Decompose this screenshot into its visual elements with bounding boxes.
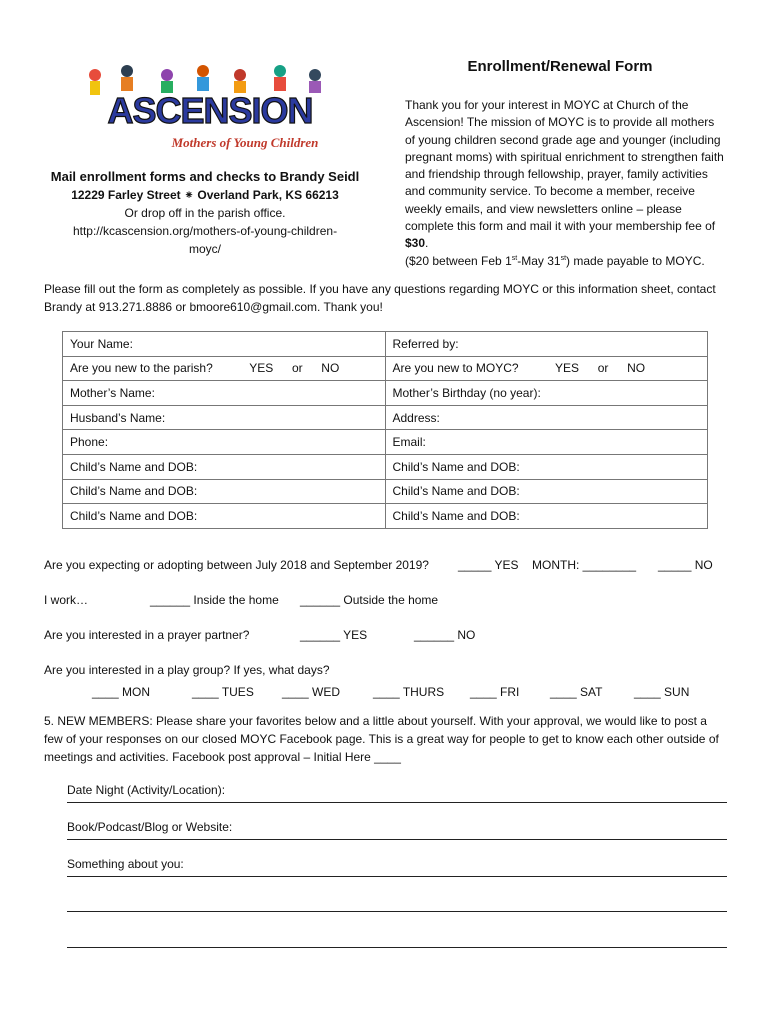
prayer-no[interactable]: ______ NO	[414, 628, 476, 642]
new-parish-or: or	[291, 361, 303, 376]
prayer-label: Are you interested in a prayer partner?	[44, 628, 250, 642]
table-row	[63, 381, 708, 406]
alt-fee-mid: -May 31	[517, 253, 561, 268]
table-row	[63, 356, 708, 381]
expecting-yes[interactable]: _____ YES	[458, 558, 519, 572]
referred-by-field[interactable]: Referred by:	[385, 332, 708, 357]
mail-url-line2[interactable]: moyc/	[188, 242, 221, 256]
mail-street: 12229 Farley Street	[71, 188, 181, 202]
new-parish-label: Are you new to the parish?	[70, 361, 213, 376]
instructions: Please fill out the form as completely as possible. If you have any questions regarding MOYC or this information sheet, contact Brandy at 913.271.8886 or bmoore610@gmail.com. Thank you!	[44, 282, 716, 314]
new-moyc-or: or	[597, 361, 609, 376]
child-field[interactable]: Child’s Name and DOB:	[385, 454, 708, 479]
new-moyc-field[interactable]	[385, 356, 708, 381]
email-field[interactable]: Email:	[385, 430, 708, 455]
child-field[interactable]: Child’s Name and DOB:	[63, 504, 386, 529]
blank-line[interactable]	[67, 946, 727, 948]
info-table	[62, 331, 708, 529]
prayer-yes[interactable]: ______ YES	[300, 628, 368, 642]
table-row	[63, 454, 708, 479]
bullet-icon: ⁕	[183, 188, 195, 202]
expecting-month[interactable]: MONTH: ________	[532, 558, 637, 572]
date-night-field[interactable]: Date Night (Activity/Location):	[67, 783, 727, 803]
mailing-info	[40, 168, 370, 258]
table-row	[63, 504, 708, 529]
day-sun[interactable]: ____ SUN	[634, 685, 690, 699]
expecting-no[interactable]: _____ NO	[658, 558, 713, 572]
work-label: I work…	[44, 593, 89, 607]
work-outside[interactable]: ______ Outside the home	[300, 593, 439, 607]
new-moyc-no[interactable]: NO	[627, 361, 646, 376]
new-members-paragraph: 5. NEW MEMBERS: Please share your favorites below and a little about yourself. With your approval, we would like to post a few of your responses on our closed MOYC Facebook page. This is a great way for people to get to know each other outside of meetings and activities. Facebook post approval – Initial Here ____	[44, 714, 719, 764]
phone-field[interactable]: Phone:	[63, 430, 386, 455]
mothers-name-field[interactable]: Mother’s Name:	[63, 381, 386, 406]
alt-fee-sup-1: st	[511, 254, 518, 262]
table-row	[63, 332, 708, 357]
alt-fee-end: ) made payable to MOYC.	[566, 253, 705, 268]
day-sat[interactable]: ____ SAT	[550, 685, 603, 699]
day-mon[interactable]: ____ MON	[92, 685, 151, 699]
blank-line[interactable]	[67, 910, 727, 912]
day-tues[interactable]: ____ TUES	[192, 685, 254, 699]
intro-text: Thank you for your interest in MOYC at Church of the Ascension! The mission of MOYC is to provide all mothers of young children second grade age and younger (including pregnant moms) with spiritual enrichment to strengthen faith and friendship through fellowship, prayer, family activities and community service. To become a member, receive weekly emails, and view newsletters online – please complete this form and mail it with your membership fee of	[405, 98, 724, 234]
membership-fee: $30	[405, 236, 426, 251]
new-parish-yes[interactable]: YES	[249, 361, 274, 376]
table-row	[63, 479, 708, 504]
something-field[interactable]: Something about you:	[67, 857, 727, 877]
child-field[interactable]: Child’s Name and DOB:	[63, 479, 386, 504]
table-row	[63, 430, 708, 455]
expecting-label: Are you expecting or adopting between July 2018 and September 2019?	[44, 558, 429, 572]
logo	[75, 65, 345, 155]
form-title: Enrollment/Renewal Form	[467, 58, 653, 75]
address-field[interactable]: Address:	[385, 405, 708, 430]
table-row	[63, 405, 708, 430]
intro-paragraph	[405, 97, 725, 270]
new-parish-no[interactable]: NO	[321, 361, 340, 376]
new-parish-field[interactable]	[63, 356, 386, 381]
husbands-name-field[interactable]: Husband’s Name:	[63, 405, 386, 430]
day-wed[interactable]: ____ WED	[282, 685, 341, 699]
mail-url-line1[interactable]: http://kcascension.org/mothers-of-young-children-	[72, 224, 338, 238]
alt-fee-start: ($20 between Feb 1	[405, 253, 512, 268]
your-name-field[interactable]: Your Name:	[63, 332, 386, 357]
book-field[interactable]: Book/Podcast/Blog or Website:	[67, 820, 727, 840]
child-field[interactable]: Child’s Name and DOB:	[385, 479, 708, 504]
new-moyc-label: Are you new to MOYC?	[392, 361, 519, 376]
alt-fee-sup-2: st	[560, 254, 567, 262]
mail-address	[40, 186, 370, 204]
work-inside[interactable]: ______ Inside the home	[150, 593, 279, 607]
logo-word: ASCENSION	[107, 90, 313, 131]
day-thurs[interactable]: ____ THURS	[373, 685, 445, 699]
child-field[interactable]: Child’s Name and DOB:	[63, 454, 386, 479]
intro-period: .	[425, 236, 429, 251]
mail-city: Overland Park, KS 66213	[197, 188, 339, 202]
mothers-birthday-field[interactable]: Mother’s Birthday (no year):	[385, 381, 708, 406]
new-moyc-yes[interactable]: YES	[555, 361, 580, 376]
playgroup-label: Are you interested in a play group? If yes, what days?	[44, 663, 330, 677]
logo-tagline: Mothers of Young Children	[171, 135, 319, 150]
mail-heading: Mail enrollment forms and checks to Brandy Seidl	[50, 169, 360, 184]
mail-drop-off: Or drop off in the parish office.	[124, 206, 286, 220]
day-fri[interactable]: ____ FRI	[470, 685, 520, 699]
child-field[interactable]: Child’s Name and DOB:	[385, 504, 708, 529]
